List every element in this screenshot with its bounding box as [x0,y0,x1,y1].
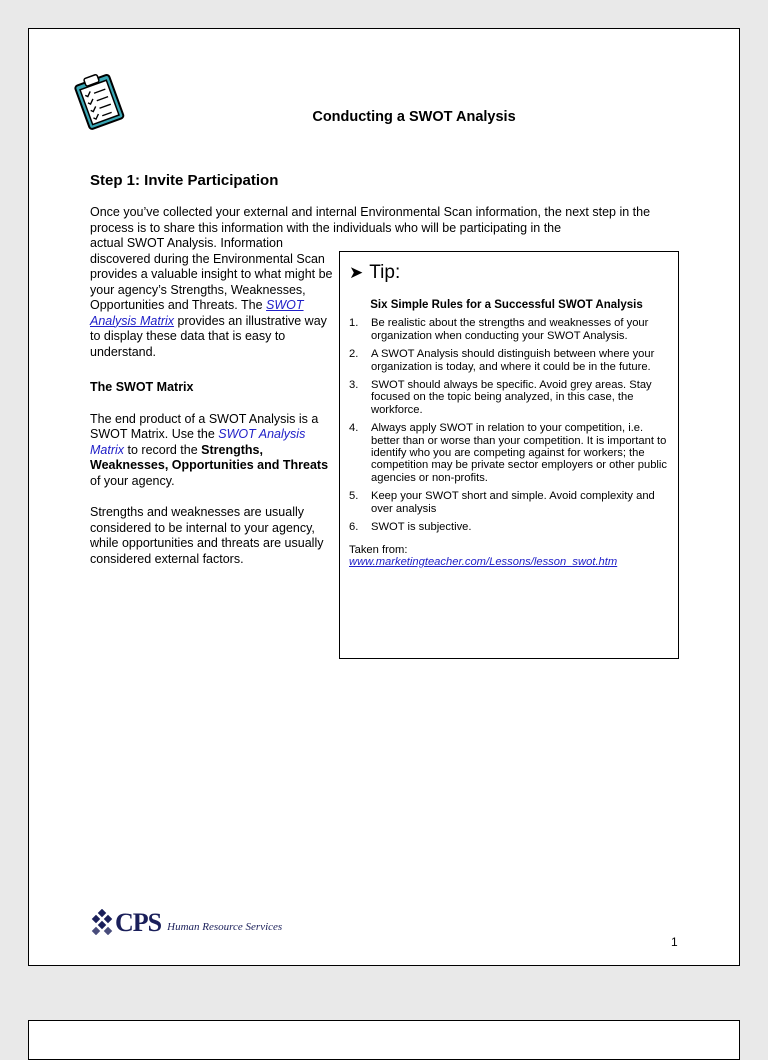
swot-matrix-heading: The SWOT Matrix [90,380,194,394]
document-page [28,28,740,966]
arrow-bullet-icon: ➤ [349,263,364,282]
list-item: 5. Keep your SWOT short and simple. Avoid complexity and over analysis [349,490,655,515]
left-column [90,236,336,567]
tip-header: ➤ Tip: [349,262,401,283]
list-item: 1. Be realistic about the strengths and weaknesses of your organization when conducting your SWOT Analysis. [349,317,649,342]
tip-subtitle: Six Simple Rules for a Successful SWOT Analysis [370,299,643,311]
swot-matrix-link[interactable]: SWOT Analysis Matrix [90,298,304,328]
source-link[interactable]: www.marketingteacher.com/Lessons/lesson_swot.htm [349,555,618,568]
paragraph-swot-matrix: The end product of a SWOT Analysis is a SWOT Matrix. Use the SWOT Analysis Matrix to record the Strengths, Weaknesses, Opportunities and Threats of your agency. [90,411,329,488]
tip-box [339,251,679,659]
logo-subtitle: Human Resource Services [167,921,283,933]
next-page-edge [28,1020,740,1060]
swot-matrix-link-2[interactable]: SWOT Analysis Matrix [90,427,306,457]
rules-list [349,317,668,533]
list-item: 4. Always apply SWOT in relation to your competition, i.e. better than or worse than your competition. It is important to identify who you are competing against for workers; the competition may be private sector employers or other public agencies or non-profits. [349,422,667,484]
logo-wordmark: CPS [115,908,162,937]
source-citation [349,544,668,569]
intro-paragraph: Once you’ve collected your external and internal Environmental Scan information, the next step in the process is to share this information with the individuals who will be participating in the [90,205,651,235]
cps-logo [89,909,282,935]
list-item: 2. A SWOT Analysis should distinguish between where your organization is today, and where it could be in the future. [349,348,655,373]
step-heading: Step 1: Invite Participation [90,172,279,189]
diamond-logo-icon [89,909,115,935]
paragraph-internal-external: Strengths and weaknesses are usually considered to be internal to your agency, while opportunities and threats are usually considered external factors. [90,505,324,566]
page-title: Conducting a SWOT Analysis [312,109,516,125]
list-item: 6. SWOT is subjective. [349,521,472,534]
list-item: 3. SWOT should always be specific. Avoid grey areas. Stay focused on the topic being analyzed, in this case, the workforce. [349,379,652,416]
source-label: Taken from: [349,543,408,556]
paragraph-environmental-scan: actual SWOT Analysis. Information discovered during the Environmental Scan provides a valuable insight to what might be your agency’s Strengths, Weaknesses, Opportunities and Threats. The SWOT Analysis Matrix provides an illustrative way to display these data that is easy to understand. [90,236,333,359]
page-number: 1 [671,935,678,949]
